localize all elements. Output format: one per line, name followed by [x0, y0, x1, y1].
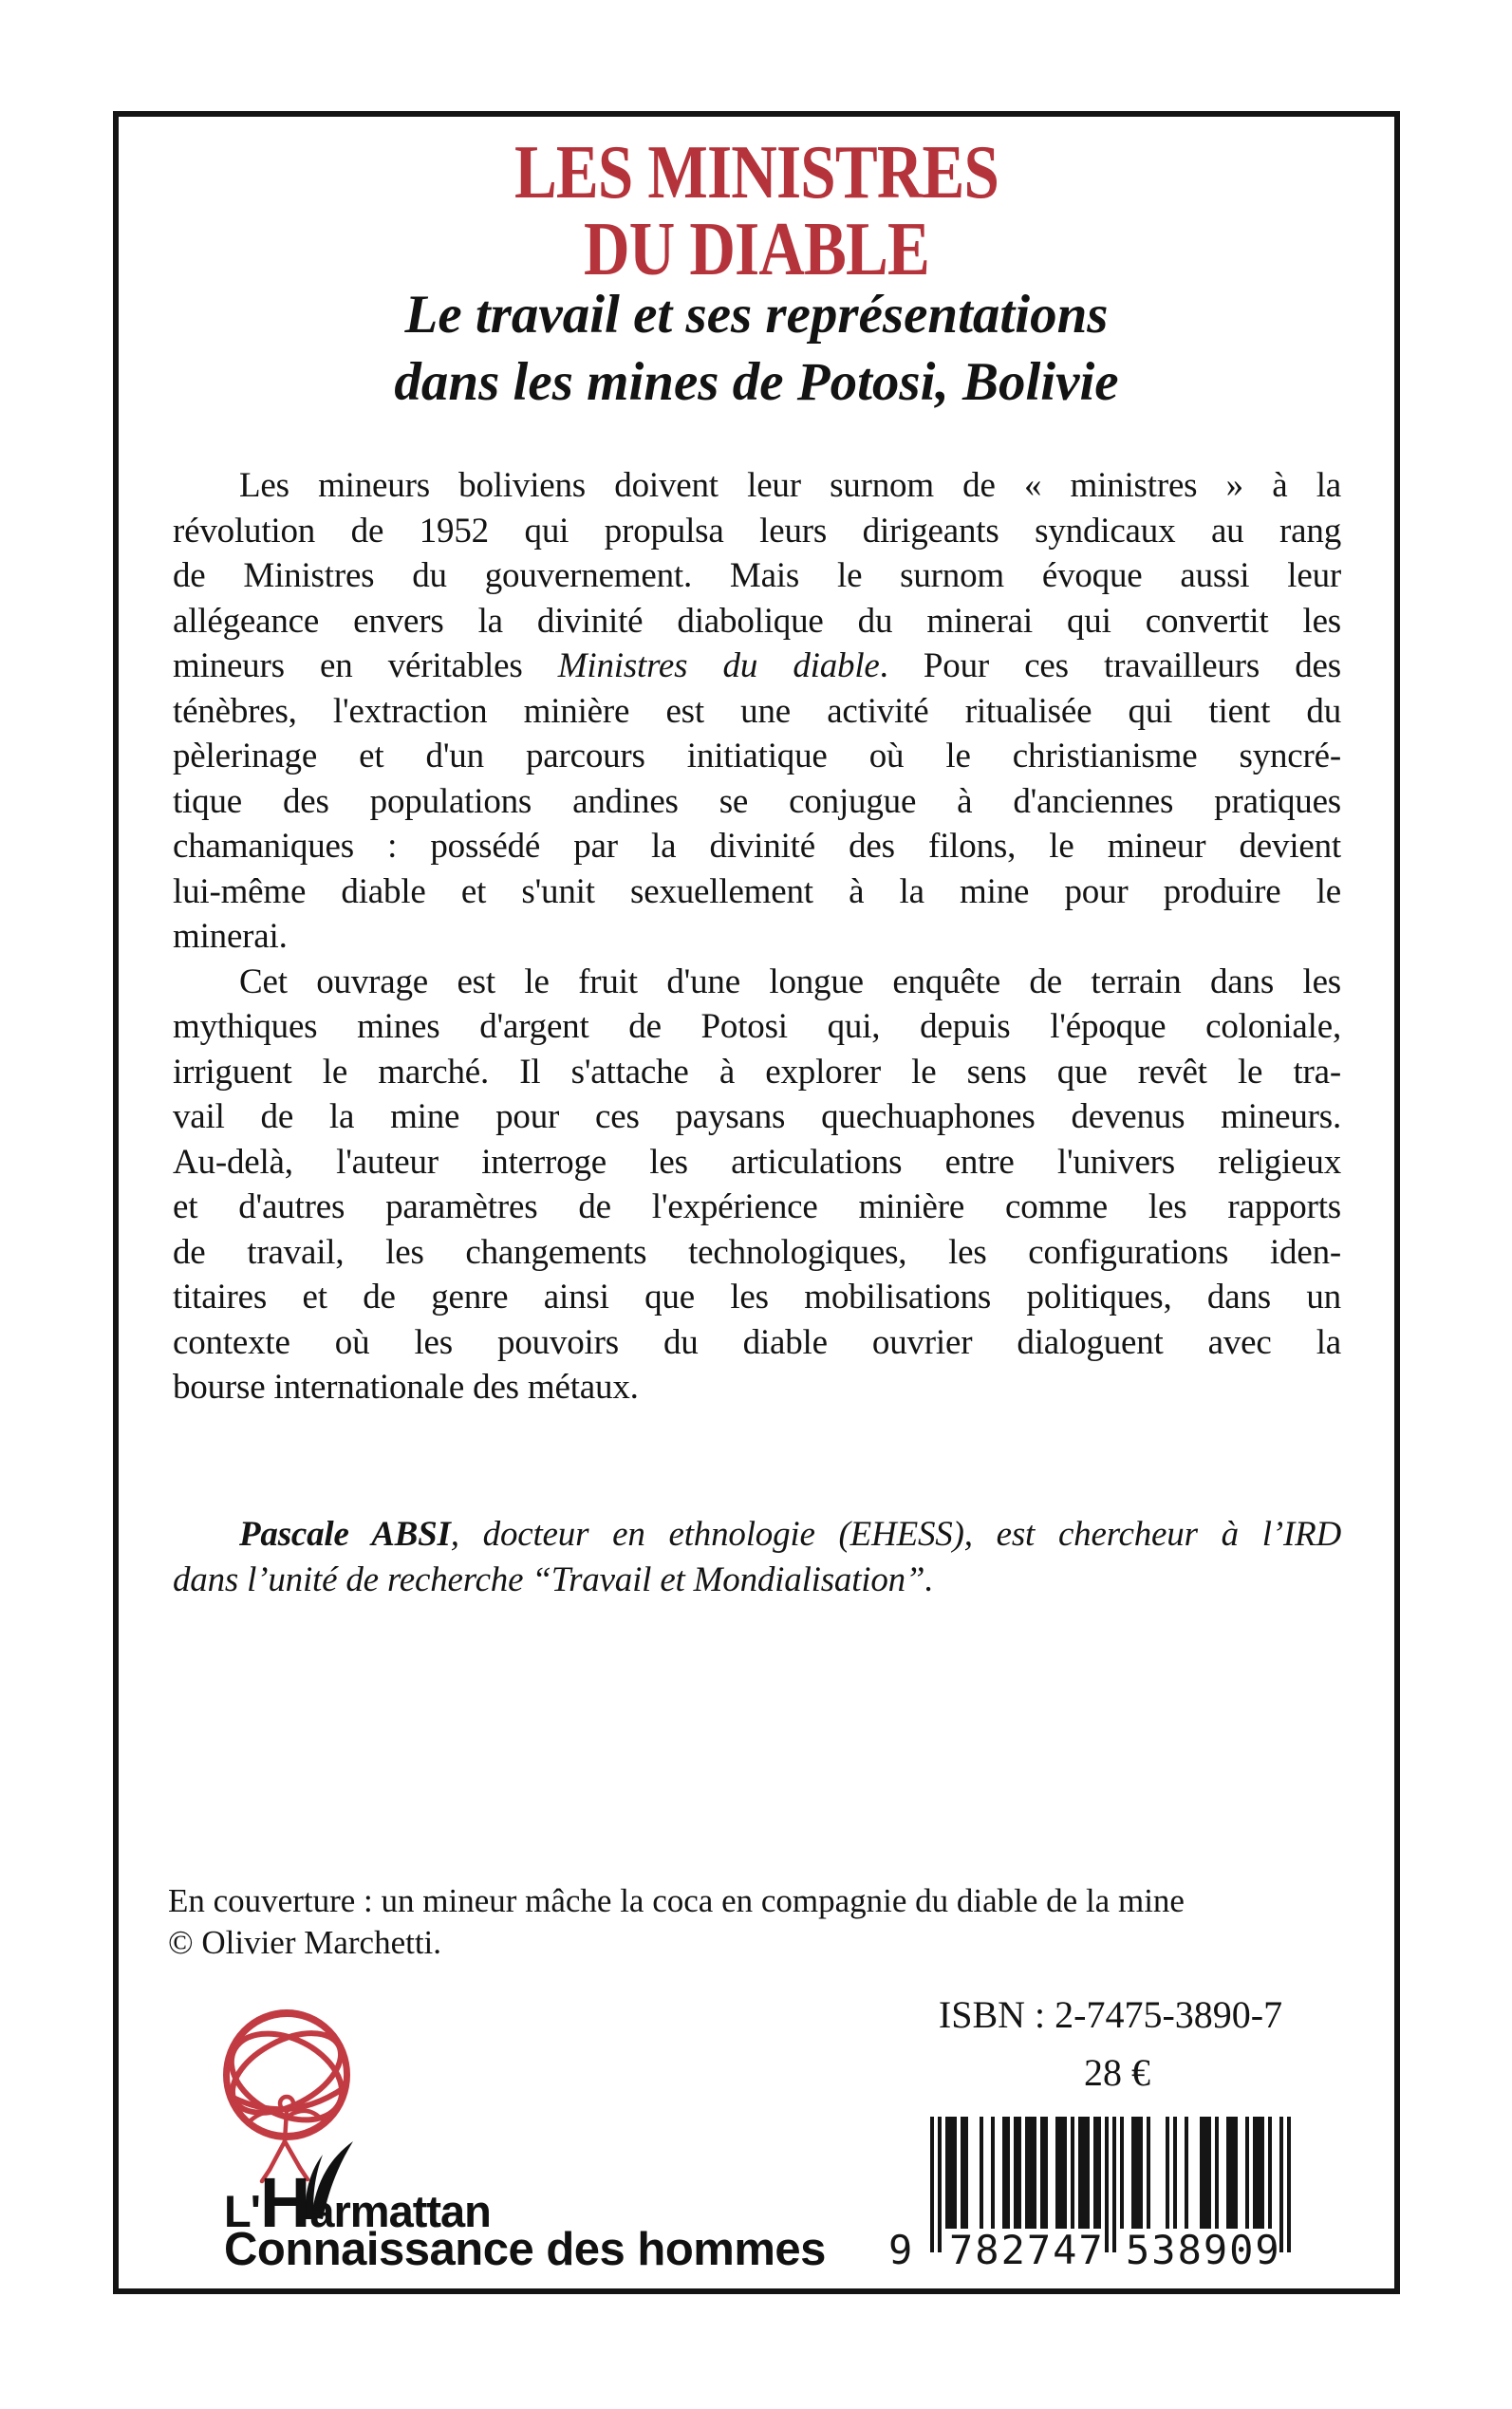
synopsis-line: Au-delà, l'auteur interroge les articulations entre l'univers religieux — [173, 1142, 1341, 1182]
synopsis-line: irriguent le marché. Il s'attache à explorer le sens que revêt le tra- — [173, 1052, 1341, 1092]
synopsis-line: révolution de 1952 qui propulsa leurs dirigeants syndicaux au rang — [173, 511, 1341, 551]
book-title-line2: DU DIABLE — [584, 208, 929, 291]
publisher-name-prefix: L' — [224, 2186, 260, 2236]
synopsis-line: minerai. — [173, 917, 288, 956]
synopsis-line: ténèbres, l'extraction minière est une activité ritualisée qui tient du — [173, 691, 1341, 731]
publisher-name-suffix: armattan — [309, 2186, 491, 2236]
book-title — [113, 131, 1400, 291]
book-title-line1: LES MINISTRES — [513, 131, 999, 215]
synopsis-line: Les mineurs boliviens doivent leur surnom de « ministres » à la — [239, 466, 1341, 505]
synopsis-line: contexte où les pouvoirs du diable ouvrier dialoguent avec la — [173, 1322, 1341, 1362]
synopsis-line: allégeance envers la divinité diabolique du minerai qui convertit les — [173, 601, 1341, 641]
barcode-right-group: 538909 — [1126, 2227, 1281, 2273]
synopsis-paragraph-1 — [173, 463, 1341, 960]
price-label: 28 € — [1084, 2051, 1150, 2094]
book-subtitle — [113, 281, 1400, 416]
synopsis-line: chamaniques : possédé par la divinité des filons, le mineur devient — [173, 827, 1341, 866]
barcode-left-digit: 9 — [888, 2227, 913, 2273]
synopsis-line: pèlerinage et d'un parcours initiatique où le christianisme syncré- — [173, 737, 1341, 775]
cover-credit-line: En couverture : un mineur mâche la coca en compagnie du diable de la mine — [168, 1882, 1185, 1919]
synopsis-line: Cet ouvrage est le fruit d'une longue enquête de terrain dans les — [239, 962, 1341, 1001]
cover-credit — [168, 1880, 1364, 1964]
synopsis-line: bourse internationale des métaux. — [173, 1368, 639, 1407]
book-subtitle-line2: dans les mines de Potosi, Bolivie — [394, 352, 1119, 412]
synopsis-line: tique des populations andines se conjugue à d'anciennes pratiques — [173, 781, 1341, 821]
cover-credit-line: © Olivier Marchetti. — [168, 1924, 442, 1961]
barcode-left-group: 782747 — [949, 2227, 1105, 2273]
publisher-name-h: H — [259, 2163, 310, 2242]
synopsis-line: et d'autres paramètres de l'expérience minière comme les rapports — [173, 1187, 1341, 1226]
ean13-barcode — [888, 2117, 1297, 2273]
synopsis-line: de Ministres du gouvernement. Mais le surnom évoque aussi leur — [173, 556, 1341, 595]
synopsis-line: mythiques mines d'argent de Potosi qui, depuis l'époque coloniale, — [173, 1007, 1341, 1046]
isbn-label: ISBN : 2-7475-3890-7 — [938, 1993, 1283, 2036]
author-bio — [173, 1512, 1341, 1602]
publisher-tagline: Connaissance des hommes — [224, 2224, 826, 2275]
synopsis-line: de travail, les changements technologiques, les configurations iden- — [173, 1232, 1341, 1272]
synopsis-paragraph-2 — [173, 960, 1341, 1410]
synopsis-line: lui-même diable et s'unit sexuellement à la mine pour produire le — [173, 871, 1341, 911]
synopsis-line: vail de la mine pour ces paysans quechuaphones devenus mineurs. — [173, 1097, 1341, 1136]
barcode-digits — [888, 2227, 1297, 2273]
synopsis-line: titaires et de genre ainsi que les mobilisations politiques, dans un — [173, 1278, 1341, 1317]
synopsis-line: mineurs en véritables Ministres du diable. Pour ces travailleurs des — [173, 646, 1341, 685]
author-bio-line: Pascale ABSI, docteur en ethnologie (EHESS), est chercheur à l’IRD — [239, 1515, 1342, 1554]
book-subtitle-line1: Le travail et ses représentations — [404, 285, 1109, 345]
author-bio-line: dans l’unité de recherche “Travail et Mondialisation”. — [173, 1559, 934, 1599]
